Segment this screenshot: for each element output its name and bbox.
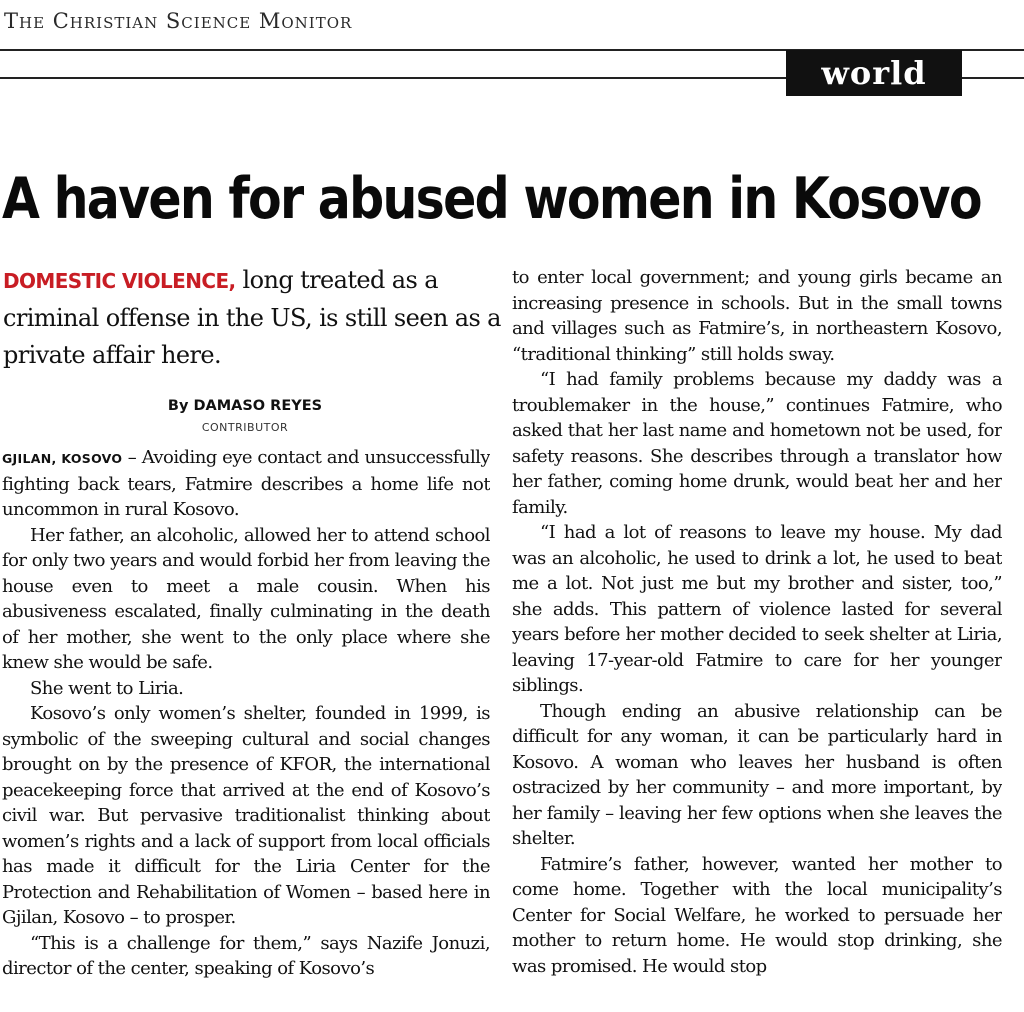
dateline: GJILAN, KOSOVO bbox=[2, 451, 123, 466]
paragraph: She went to Liria. bbox=[30, 677, 184, 699]
paragraph: “I had a lot of reasons to leave my house. My dad was an alcoholic, he used to drink a lot, he used to beat me a lot. Not just me but my brother and sister, too,” she adds. This pattern of violence lasted for several years before her mother decided to seek shelter at Liria, leaving 17-year-old Fatmire to care for her younger siblings. bbox=[512, 522, 1002, 696]
paragraph: “This is a challenge for them,” says Nazife Jonuzi, director of the center, speaking of Kosovo’s bbox=[2, 932, 490, 979]
paragraph: Though ending an abusive relationship can be difficult for any woman, it can be particularly hard in Kosovo. A woman who leaves her husband is often ostracized by her community – and more important, by her family – leaving her few options when she leaves the shelter. bbox=[512, 700, 1002, 849]
section-label: world bbox=[786, 50, 962, 96]
deck-text: long treated as a criminal offense in the US, is still seen as a private affair here. bbox=[3, 266, 501, 369]
deck bbox=[3, 262, 503, 374]
paragraph: “I had family problems because my daddy was a troublemaker in the house,” continues Fatmire, who asked that her last name and hometown not be used, for safety reasons. She describes through a translator how her father, coming home drunk, would beat her and her family. bbox=[512, 369, 1002, 518]
paragraph: Her father, an alcoholic, allowed her to attend school for only two years and would forbid her from leaving the house even to meet a male cousin. When his abusiveness escalated, finally culminating in the death of her mother, she went to the only place where she knew she would be safe. bbox=[2, 524, 490, 673]
paragraph: GJILAN, KOSOVO – Avoiding eye contact and unsuccessfully fighting back tears, Fatmire describes a home life not uncommon in rural Kosovo. bbox=[2, 447, 490, 520]
article-column-2 bbox=[512, 265, 1002, 1012]
deck-kicker: DOMESTIC VIOLENCE, bbox=[3, 269, 236, 293]
masthead: The Christian Science Monitor bbox=[4, 9, 353, 33]
byline: By DAMASO REYES bbox=[167, 398, 323, 414]
paragraph: Kosovo’s only women’s shelter, founded in 1999, is symbolic of the sweeping cultural and social changes brought on by the presence of KFOR, the international peacekeeping force that arrived at the end of Kosovo’s civil war. But pervasive traditionalist thinking about women’s rights and a lack of support from local officials has made it difficult for the Liria Center for the Protection and Rehabilitation of Women – based here in Gjilan, Kosovo – to prosper. bbox=[2, 703, 490, 928]
section-rule bbox=[0, 77, 786, 79]
byline-role: CONTRIBUTOR bbox=[201, 421, 289, 434]
paragraph: Fatmire’s father, however, wanted her mother to come home. Together with the local municipality’s Center for Social Welfare, he worked to persuade her mother to return home. He would stop drinking, she was promised. He would stop bbox=[512, 853, 1002, 977]
section-rule-right bbox=[962, 77, 1024, 79]
paragraph: to enter local government; and young girls became an increasing presence in schools. But in the small towns and villages such as Fatmire’s, in northeastern Kosovo, “traditional thinking” still holds sway. bbox=[512, 267, 1002, 365]
headline: A haven for abused women in Kosovo bbox=[2, 166, 981, 232]
article-column-1 bbox=[2, 445, 490, 1012]
